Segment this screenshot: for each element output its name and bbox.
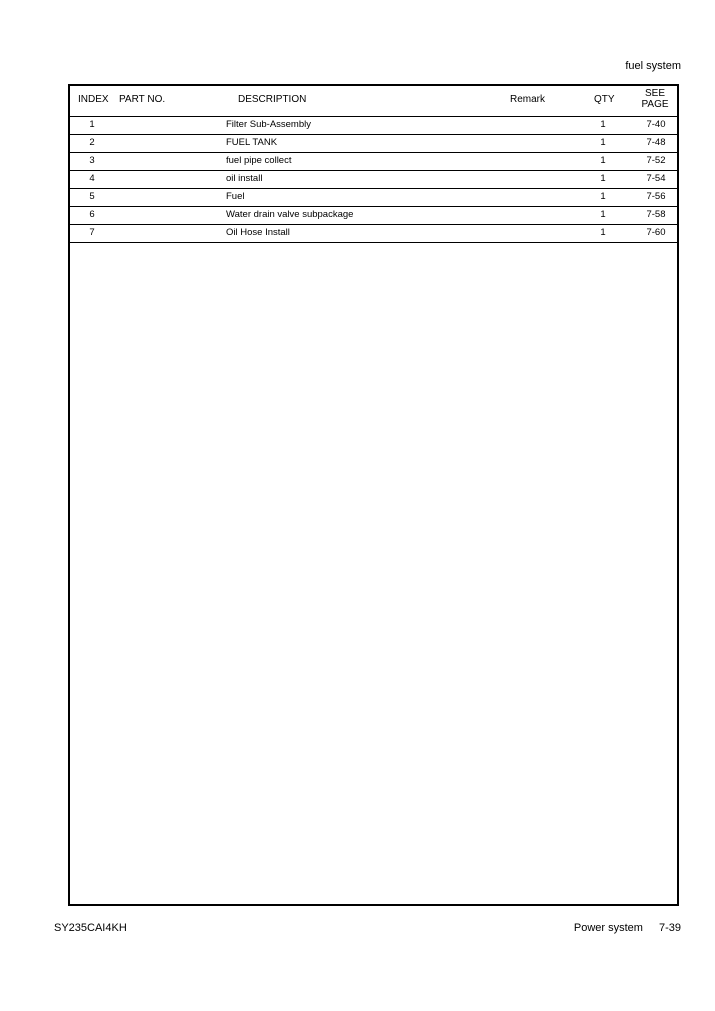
table-row xyxy=(70,188,677,206)
row-index: 2 xyxy=(89,137,95,148)
column-header-remark: Remark xyxy=(510,94,546,105)
column-header-index: INDEX xyxy=(78,94,109,105)
footer-page-number: 7-39 xyxy=(658,922,681,934)
footer-chapter: Power system xyxy=(573,922,643,934)
row-see-page: 7-40 xyxy=(646,119,666,130)
table-row xyxy=(70,206,677,224)
column-header-see: SEE xyxy=(644,88,665,99)
row-description: Oil Hose Install xyxy=(226,227,290,238)
row-see-page: 7-48 xyxy=(646,137,666,148)
row-qty: 1 xyxy=(600,155,606,166)
row-description: FUEL TANK xyxy=(226,137,278,148)
row-index: 3 xyxy=(89,155,95,166)
column-header-qty: QTY xyxy=(594,94,615,105)
table-row xyxy=(70,224,677,243)
column-header-page: PAGE xyxy=(641,99,669,110)
row-index: 4 xyxy=(89,173,95,184)
row-index: 7 xyxy=(89,227,95,238)
row-description: Water drain valve subpackage xyxy=(226,209,354,220)
table-row xyxy=(70,116,677,134)
row-description: oil install xyxy=(226,173,263,184)
row-qty: 1 xyxy=(600,209,606,220)
row-index: 5 xyxy=(89,191,95,202)
footer-page-info xyxy=(574,922,681,934)
row-see-page: 7-58 xyxy=(646,209,666,220)
table-row xyxy=(70,170,677,188)
column-header-see-page xyxy=(636,88,674,110)
row-qty: 1 xyxy=(600,227,606,238)
column-header-description: DESCRIPTION xyxy=(238,94,307,105)
row-description: fuel pipe collect xyxy=(226,155,292,166)
section-title: fuel system xyxy=(625,60,681,72)
row-qty: 1 xyxy=(600,173,606,184)
row-index: 1 xyxy=(89,119,95,130)
row-qty: 1 xyxy=(600,137,606,148)
row-qty: 1 xyxy=(600,119,606,130)
row-qty: 1 xyxy=(600,191,606,202)
column-header-part-no: PART NO. xyxy=(119,94,166,105)
row-description: Filter Sub-Assembly xyxy=(226,119,311,130)
table-row xyxy=(70,152,677,170)
row-description: Fuel xyxy=(226,191,245,202)
row-see-page: 7-60 xyxy=(646,227,666,238)
parts-table-frame xyxy=(68,84,679,906)
row-see-page: 7-54 xyxy=(646,173,666,184)
row-see-page: 7-56 xyxy=(646,191,666,202)
footer-model: SY235CAI4KH xyxy=(54,922,127,934)
table-row xyxy=(70,134,677,152)
row-index: 6 xyxy=(89,209,95,220)
parts-table-body xyxy=(70,116,677,243)
row-see-page: 7-52 xyxy=(646,155,666,166)
